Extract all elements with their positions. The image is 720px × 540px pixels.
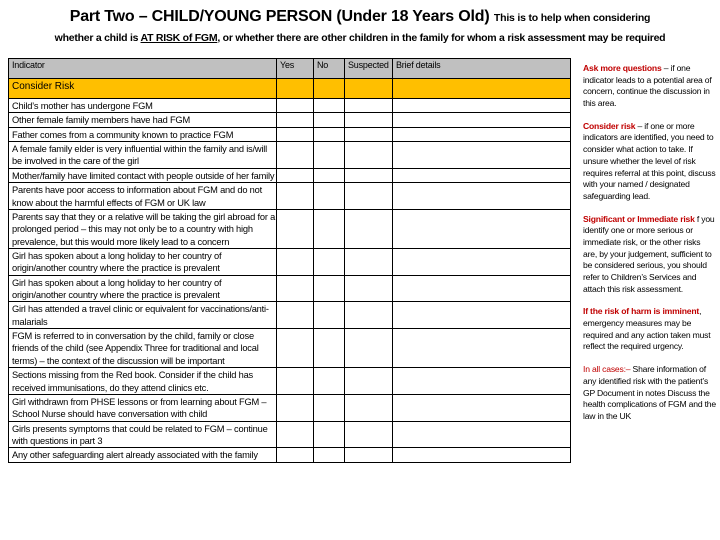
- row-brief-details-cell[interactable]: [393, 421, 571, 448]
- section-label: Consider Risk: [9, 79, 277, 99]
- page-title-note: This is to help when considering: [493, 12, 651, 24]
- row-no-cell[interactable]: [314, 209, 345, 248]
- row-yes-cell[interactable]: [277, 168, 314, 182]
- indicator-cell: Girl withdrawn from PHSE lessons or from learning about FGM – School Nurse should have conversation with child: [9, 394, 277, 421]
- page-subtitle: [0, 32, 720, 44]
- column-header-indicator: Indicator: [9, 59, 277, 79]
- table-row: [9, 421, 571, 448]
- row-yes-cell[interactable]: [277, 421, 314, 448]
- row-suspected-cell[interactable]: [345, 183, 393, 210]
- table-header: [9, 59, 571, 79]
- row-suspected-cell[interactable]: [345, 448, 393, 462]
- guidance-body: – if one or more indicators are identified, you need to consider what action to take. If unsure whether the level of risk requires referral at this point, discuss with your named / designated safeguarding lead.: [583, 120, 716, 201]
- row-yes-cell[interactable]: [277, 394, 314, 421]
- guidance-block: [583, 306, 716, 353]
- column-header-no: No: [314, 59, 345, 79]
- row-brief-details-cell[interactable]: [393, 142, 571, 169]
- row-no-cell[interactable]: [314, 421, 345, 448]
- guidance-heading: In all cases:–: [583, 364, 631, 375]
- page-title: Part Two – CHILD/YOUNG PERSON (Under 18 Years Old): [69, 8, 490, 25]
- row-no-cell[interactable]: [314, 113, 345, 127]
- section-yes-cell[interactable]: [277, 79, 314, 99]
- indicator-cell: Girl has spoken about a long holiday to her country of origin/another country where the practice is prevalent: [9, 275, 277, 302]
- table-row: [9, 183, 571, 210]
- row-suspected-cell[interactable]: [345, 113, 393, 127]
- table-row: [9, 448, 571, 462]
- row-no-cell[interactable]: [314, 275, 345, 302]
- table-body: [9, 79, 571, 463]
- row-suspected-cell[interactable]: [345, 168, 393, 182]
- row-no-cell[interactable]: [314, 127, 345, 141]
- indicator-cell: FGM is referred to in conversation by the child, family or close friends of the child (see Appendix Three for traditional and local terms) – the context of the discussion will be important: [9, 329, 277, 368]
- row-no-cell[interactable]: [314, 168, 345, 182]
- section-suspected-cell[interactable]: [345, 79, 393, 99]
- row-yes-cell[interactable]: [277, 302, 314, 329]
- section-brief-details-cell[interactable]: [393, 79, 571, 99]
- row-yes-cell[interactable]: [277, 183, 314, 210]
- row-yes-cell[interactable]: [277, 448, 314, 462]
- row-brief-details-cell[interactable]: [393, 168, 571, 182]
- column-header-brief-details: Brief details: [393, 59, 571, 79]
- table-row: [9, 329, 571, 368]
- guidance-panel: [583, 63, 716, 423]
- table-header-row: [9, 59, 571, 79]
- indicator-cell: Girl has spoken about a long holiday to her country of origin/another country where the practice is prevalent: [9, 248, 277, 275]
- row-suspected-cell[interactable]: [345, 421, 393, 448]
- column-header-yes: Yes: [277, 59, 314, 79]
- indicator-cell: Girls presents symptoms that could be related to FGM – continue with questions in part 3: [9, 421, 277, 448]
- guidance-block: [583, 364, 716, 422]
- indicator-cell: Father comes from a community known to practice FGM: [9, 127, 277, 141]
- row-yes-cell[interactable]: [277, 113, 314, 127]
- guidance-heading: Significant or Immediate risk: [583, 213, 695, 224]
- guidance-block: [583, 63, 716, 110]
- row-brief-details-cell[interactable]: [393, 183, 571, 210]
- row-no-cell[interactable]: [314, 142, 345, 169]
- guidance-heading: Consider risk: [583, 120, 636, 131]
- row-brief-details-cell[interactable]: [393, 368, 571, 395]
- row-brief-details-cell[interactable]: [393, 275, 571, 302]
- table-row: [9, 113, 571, 127]
- table-row: [9, 142, 571, 169]
- title-line: [0, 8, 720, 26]
- row-yes-cell[interactable]: [277, 99, 314, 113]
- row-suspected-cell[interactable]: [345, 302, 393, 329]
- row-suspected-cell[interactable]: [345, 142, 393, 169]
- subtitle-emphasis: AT RISK of FGM: [140, 32, 218, 45]
- guidance-block: [583, 121, 716, 203]
- indicator-cell: Other female family members have had FGM: [9, 113, 277, 127]
- row-suspected-cell[interactable]: [345, 209, 393, 248]
- row-suspected-cell[interactable]: [345, 394, 393, 421]
- indicator-cell: Girl has attended a travel clinic or equivalent for vaccinations/anti-malarials: [9, 302, 277, 329]
- row-yes-cell[interactable]: [277, 248, 314, 275]
- subtitle-pre: whether a child is: [54, 32, 141, 45]
- table-row: [9, 209, 571, 248]
- row-no-cell[interactable]: [314, 329, 345, 368]
- table-row: [9, 127, 571, 141]
- row-yes-cell[interactable]: [277, 209, 314, 248]
- row-suspected-cell[interactable]: [345, 329, 393, 368]
- guidance-body: , emergency measures may be required and any action taken must reflect the required urgency.: [583, 306, 711, 352]
- row-brief-details-cell[interactable]: [393, 394, 571, 421]
- indicator-cell: Sections missing from the Red book. Consider if the child has received immunisations, do they attend clinics etc.: [9, 368, 277, 395]
- row-no-cell[interactable]: [314, 248, 345, 275]
- table-row: [9, 394, 571, 421]
- page-heading: [0, 8, 720, 44]
- row-brief-details-cell[interactable]: [393, 99, 571, 113]
- row-yes-cell[interactable]: [277, 329, 314, 368]
- column-header-suspected: Suspected: [345, 59, 393, 79]
- indicator-cell: Child’s mother has undergone FGM: [9, 99, 277, 113]
- row-brief-details-cell[interactable]: [393, 248, 571, 275]
- indicator-cell: A female family elder is very influential within the family and is/will be involved in the care of the girl: [9, 142, 277, 169]
- risk-indicator-table: [8, 58, 571, 463]
- table-row: [9, 275, 571, 302]
- row-brief-details-cell[interactable]: [393, 329, 571, 368]
- row-brief-details-cell[interactable]: [393, 113, 571, 127]
- row-yes-cell[interactable]: [277, 368, 314, 395]
- guidance-heading: Ask more questions: [583, 63, 662, 73]
- table-row: [9, 302, 571, 329]
- row-brief-details-cell[interactable]: [393, 448, 571, 462]
- guidance-body: Share information of any identified risk with the patient’s GP Document in notes Discuss the health complications of FGM and the law in the UK: [583, 364, 716, 421]
- table-row: [9, 368, 571, 395]
- guidance-heading: If the risk of harm is imminent: [583, 306, 700, 317]
- row-no-cell[interactable]: [314, 368, 345, 395]
- row-brief-details-cell[interactable]: [393, 209, 571, 248]
- row-no-cell[interactable]: [314, 302, 345, 329]
- table-row: [9, 99, 571, 113]
- row-suspected-cell[interactable]: [345, 368, 393, 395]
- row-no-cell[interactable]: [314, 394, 345, 421]
- table-row: [9, 248, 571, 275]
- row-yes-cell[interactable]: [277, 142, 314, 169]
- row-suspected-cell[interactable]: [345, 127, 393, 141]
- table-row: [9, 168, 571, 182]
- section-row-consider-risk: [9, 79, 571, 99]
- subtitle-post: , or whether there are other children in the family for whom a risk assessment may be required: [217, 32, 666, 45]
- row-no-cell[interactable]: [314, 448, 345, 462]
- indicator-cell: Any other safeguarding alert already associated with the family: [9, 448, 277, 462]
- guidance-body: f you identify one or more serious or immediate risk, or the other risks are, by your judgement, sufficient to be considered serious, you should refer to Children’s Services and attach this risk assessment.: [583, 213, 715, 294]
- guidance-body: – if one indicator leads to a potential area of concern, continue the discussion in this area.: [583, 63, 712, 109]
- indicator-cell: Parents have poor access to information about FGM and do not know about the harmful effects of FGM or UK law: [9, 183, 277, 210]
- row-brief-details-cell[interactable]: [393, 302, 571, 329]
- row-suspected-cell[interactable]: [345, 248, 393, 275]
- row-brief-details-cell[interactable]: [393, 127, 571, 141]
- row-yes-cell[interactable]: [277, 127, 314, 141]
- row-yes-cell[interactable]: [277, 275, 314, 302]
- section-no-cell[interactable]: [314, 79, 345, 99]
- row-suspected-cell[interactable]: [345, 275, 393, 302]
- guidance-block: [583, 214, 716, 296]
- row-no-cell[interactable]: [314, 183, 345, 210]
- indicator-cell: Mother/family have limited contact with people outside of her family: [9, 168, 277, 182]
- row-no-cell[interactable]: [314, 99, 345, 113]
- row-suspected-cell[interactable]: [345, 99, 393, 113]
- indicator-cell: Parents say that they or a relative will be taking the girl abroad for a prolonged period – this may not only be to a country with high prevalence, but this would more likely lead to a concern: [9, 209, 277, 248]
